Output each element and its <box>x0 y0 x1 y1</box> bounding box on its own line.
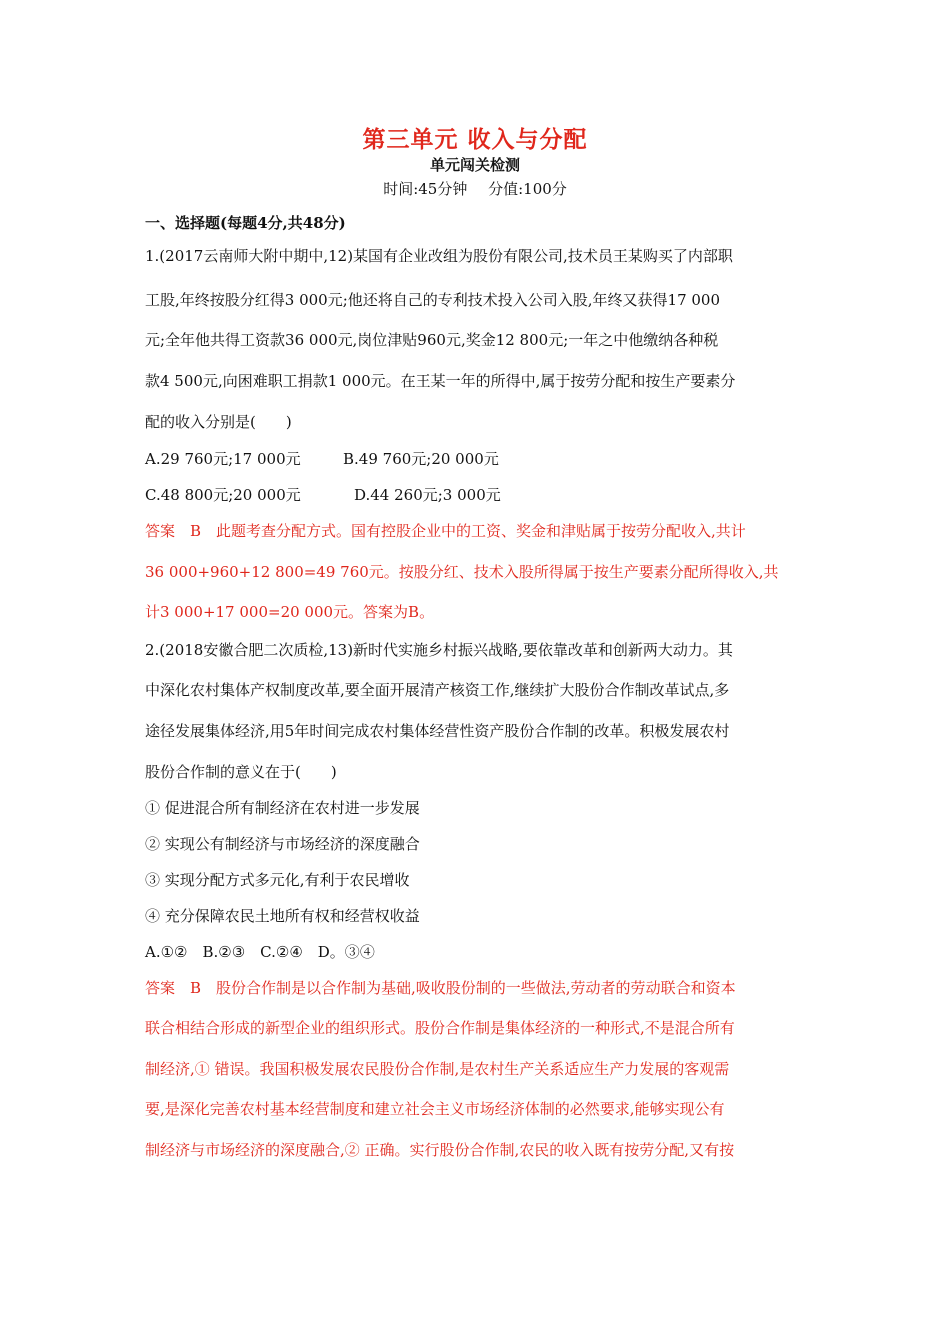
q1-option-a: A.29 760元;17 000元 <box>145 450 301 468</box>
q2-statement: ③ 实现分配方式多元化,有利于农民增收 <box>145 871 410 889</box>
page-subtitle: 单元闯关检测 <box>429 156 520 174</box>
q1-line: 配的收入分别是( ) <box>145 413 292 431</box>
q2-line: 中深化农村集体产权制度改革,要全面开展清产核资工作,继续扩大股份合作制改革试点,多 <box>145 681 730 699</box>
q1-answer-line: 36 000+960+12 800=49 760元。按股分红、技术入股所得属于按生产要素分配所得收入,共 <box>145 563 779 581</box>
q2-statement: ① 促进混合所有制经济在农村进一步发展 <box>145 799 420 817</box>
q2-line: 股份合作制的意义在于( ) <box>145 763 337 781</box>
section-heading: 一、选择题(每题4分,共48分) <box>145 214 346 232</box>
q1-line: 工股,年终按股分红得3 000元;他还将自己的专利技术投入公司入股,年终又获得17 000 <box>145 291 721 309</box>
q1-line: 1.(2017云南师大附中期中,12)某国有企业改组为股份有限公司,技术员王某购买了内部职 <box>145 247 733 265</box>
page-title: 第三单元 收入与分配 <box>362 126 588 153</box>
q1-option-b: B.49 760元;20 000元 <box>343 450 499 468</box>
q1-line: 元;全年他共得工资款36 000元,岗位津贴960元,奖金12 800元;一年之中他缴纳各种税 <box>145 331 719 349</box>
q2-options: A.①② B.②③ C.②④ D。③④ <box>145 943 375 961</box>
q1-answer-line: 答案 B 此题考查分配方式。国有控股企业中的工资、奖金和津贴属于按劳分配收入,共计 <box>145 522 746 540</box>
q2-line: 2.(2018安徽合肥二次质检,13)新时代实施乡村振兴战略,要依靠改革和创新两大动力。其 <box>145 641 733 659</box>
exam-meta <box>0 178 950 199</box>
q2-answer-line: 要,是深化完善农村基本经营制度和建立社会主义市场经济体制的必然要求,能够实现公有 <box>145 1100 725 1118</box>
q2-answer-line: 制经济,① 错误。我国积极发展农民股份合作制,是农村生产关系适应生产力发展的客观需 <box>145 1060 730 1078</box>
q1-line: 款4 500元,向困难职工捐款1 000元。在王某一年的所得中,属于按劳分配和按生产要素分 <box>145 372 736 390</box>
q2-answer-line: 答案 B 股份合作制是以合作制为基础,吸收股份制的一些做法,劳动者的劳动联合和资本 <box>145 979 736 997</box>
q2-statement: ④ 充分保障农民土地所有权和经营权收益 <box>145 907 420 925</box>
q2-answer-line: 制经济与市场经济的深度融合,② 正确。实行股份合作制,农民的收入既有按劳分配,又有按 <box>145 1141 735 1159</box>
q2-answer-line: 联合相结合形成的新型企业的组织形式。股份合作制是集体经济的一种形式,不是混合所有 <box>145 1019 735 1037</box>
q1-answer-line: 计3 000+17 000=20 000元。答案为B。 <box>145 603 435 621</box>
time-limit: 时间:45分钟 <box>383 180 468 198</box>
total-score: 分值:100分 <box>488 180 567 198</box>
q2-line: 途径发展集体经济,用5年时间完成农村集体经营性资产股份合作制的改革。积极发展农村 <box>145 722 730 740</box>
q1-option-d: D.44 260元;3 000元 <box>354 486 501 504</box>
q1-option-c: C.48 800元;20 000元 <box>145 486 301 504</box>
q2-statement: ② 实现公有制经济与市场经济的深度融合 <box>145 835 420 853</box>
